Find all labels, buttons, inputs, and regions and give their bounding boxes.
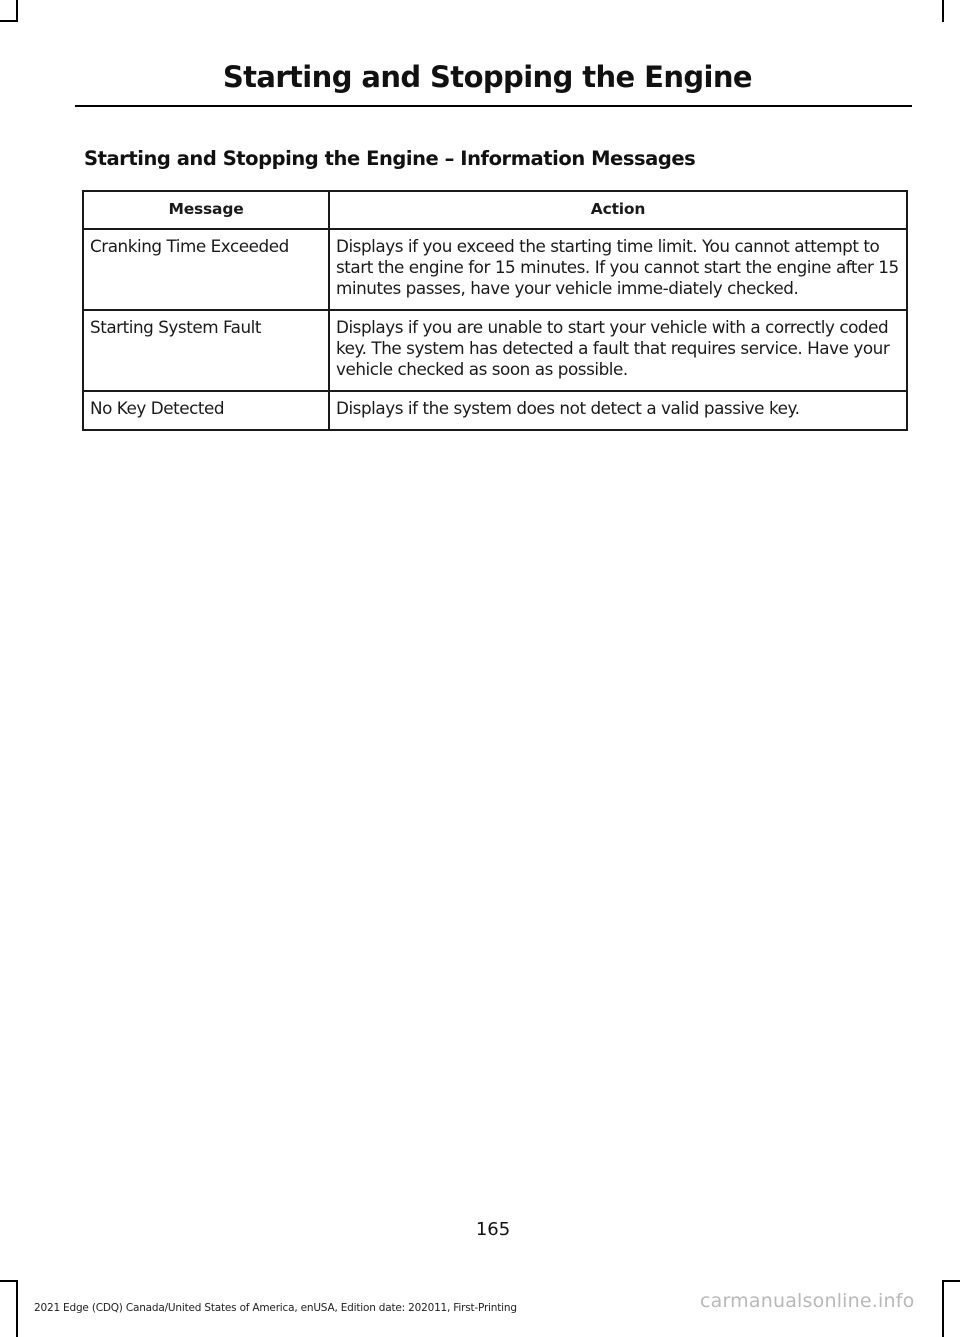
chapter-title: Starting and Stopping the Engine — [222, 60, 752, 94]
header-divider — [75, 105, 912, 107]
message-cell: Starting System Fault — [83, 310, 329, 391]
crop-mark-bottom-left — [16, 1280, 18, 1337]
table-row — [83, 391, 907, 430]
column-header-message: Message — [83, 191, 329, 229]
watermark-text: carmanualsonline.info — [700, 1290, 915, 1312]
section-heading: Starting and Stopping the Engine – Information Messages — [84, 147, 696, 170]
table-header-row — [83, 191, 907, 229]
edition-footer: 2021 Edge (CDQ) Canada/United States of America, enUSA, Edition date: 202011, First-Printing — [34, 1302, 517, 1314]
message-cell: No Key Detected — [83, 391, 329, 430]
action-cell: Displays if you are unable to start your vehicle with a correctly coded key. The system has detected a fault that requires service. Have your vehicle checked as soon as possible. — [329, 310, 907, 391]
crop-mark-bottom-right — [942, 1280, 944, 1337]
crop-mark-bottom-right-h — [942, 1280, 960, 1282]
table-row — [83, 229, 907, 310]
action-cell: Displays if the system does not detect a valid passive key. — [329, 391, 907, 430]
action-cell: Displays if you exceed the starting time limit. You cannot attempt to start the engine for 15 minutes. If you cannot start the engine after 15 minutes passes, have your vehicle imme-diately checked. — [329, 229, 907, 310]
crop-mark-bottom-left-h — [0, 1280, 18, 1282]
page-number: 165 — [475, 1219, 511, 1240]
crop-mark-top-left — [16, 0, 18, 22]
message-cell: Cranking Time Exceeded — [83, 229, 329, 310]
crop-mark-top-left-h — [0, 20, 18, 22]
information-messages-table — [82, 190, 908, 431]
column-header-action: Action — [329, 191, 907, 229]
table-row — [83, 310, 907, 391]
crop-mark-top-right — [942, 0, 944, 22]
